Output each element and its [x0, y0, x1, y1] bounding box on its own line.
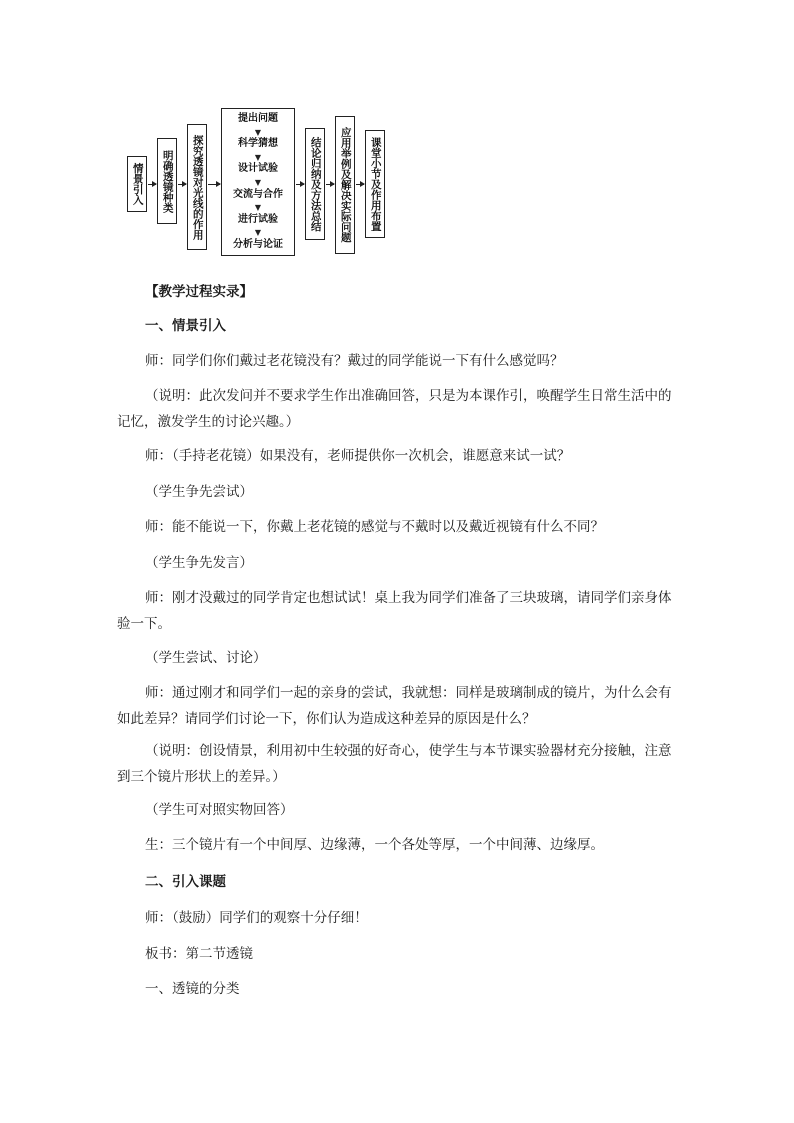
section-title: 【教学过程实录】: [145, 284, 253, 300]
flow-box-inquiry-steps: [221, 108, 295, 256]
flow-arrow: [326, 184, 334, 185]
heading-scene-intro: 一、情景引入: [145, 318, 226, 334]
flow-step: 提出问题: [238, 113, 278, 124]
flow-box-scene-intro: 情景引入: [127, 156, 147, 212]
paragraph: 师：（手持老花镜）如果没有，老师提供你一次机会，谁愿意来试一试？: [145, 448, 571, 464]
flow-step: 分析与论证: [233, 238, 283, 250]
paragraph: 师：通过刚才和同学们一起的亲身的尝试，我就想：同样是玻璃制成的镜片，为什么会有如此差异？请同学们讨论一下，你们认为造成这种差异的原因是什么？: [117, 685, 672, 727]
arrow-down-icon: ▼: [254, 227, 262, 238]
flow-box-conclusion: 结论归纳及方法总结: [305, 128, 325, 240]
lesson-flowchart: [124, 108, 398, 258]
paragraph: 师：刚才没戴过的同学肯定也想试试！桌上我为同学们准备了三块玻璃，请同学们亲身体验一下。: [117, 590, 672, 632]
flow-arrow: [356, 184, 364, 185]
flow-step: 设计试验: [238, 163, 278, 175]
paragraph: 师：（鼓励）同学们的观察十分仔细！: [145, 910, 368, 926]
flow-box-explore-lens: 探究透镜对光线的作用: [187, 124, 207, 250]
flow-box-application: 应用举例及解决实际问题: [335, 116, 355, 254]
paragraph: （学生争先尝试）: [145, 484, 253, 500]
paragraph: 一、透镜的分类: [145, 981, 240, 997]
paragraph: （学生可对照实物回答）: [145, 802, 294, 818]
flow-step: 科学猜想: [238, 138, 278, 150]
paragraph: （说明：此次发问并不要求学生作出准确回答，只是为本课作引，唤醒学生日常生活中的记忆，激发学生的讨论兴趣。）: [117, 388, 672, 430]
arrow-down-icon: ▼: [254, 202, 262, 213]
paragraph: （说明：创设情景，利用初中生较强的好奇心，使学生与本节课实验器材充分接触，注意到三个镜片形状上的差异。）: [117, 743, 672, 785]
paragraph: （学生争先发言）: [145, 555, 253, 571]
arrow-down-icon: ▼: [254, 151, 262, 162]
paragraph: 生：三个镜片有一个中间厚、边缘薄，一个各处等厚，一个中间薄、边缘厚。: [145, 837, 604, 853]
flow-arrow: [208, 184, 220, 185]
flow-box-summary: 课堂小节及作用布置: [365, 130, 385, 238]
paragraph: 板书：第二节透镜: [145, 946, 253, 962]
flow-arrow: [296, 184, 304, 185]
flow-box-lens-types: 明确透镜种类: [157, 138, 177, 224]
flow-arrow: [178, 184, 186, 185]
paragraph: 师：同学们你们戴过老花镜没有？戴过的同学能说一下有什么感觉吗？: [145, 353, 564, 369]
flow-arrow: [148, 184, 156, 185]
arrow-down-icon: ▼: [254, 176, 262, 187]
paragraph: （学生尝试、讨论）: [145, 650, 267, 666]
paragraph: 师：能不能说一下，你戴上老花镜的感觉与不戴时以及戴近视镜有什么不同？: [145, 519, 604, 535]
flow-step: 交流与合作: [233, 188, 283, 200]
heading-intro-topic: 二、引入课题: [145, 874, 226, 890]
flow-step: 进行试验: [238, 213, 278, 225]
arrow-down-icon: ▼: [254, 126, 262, 137]
